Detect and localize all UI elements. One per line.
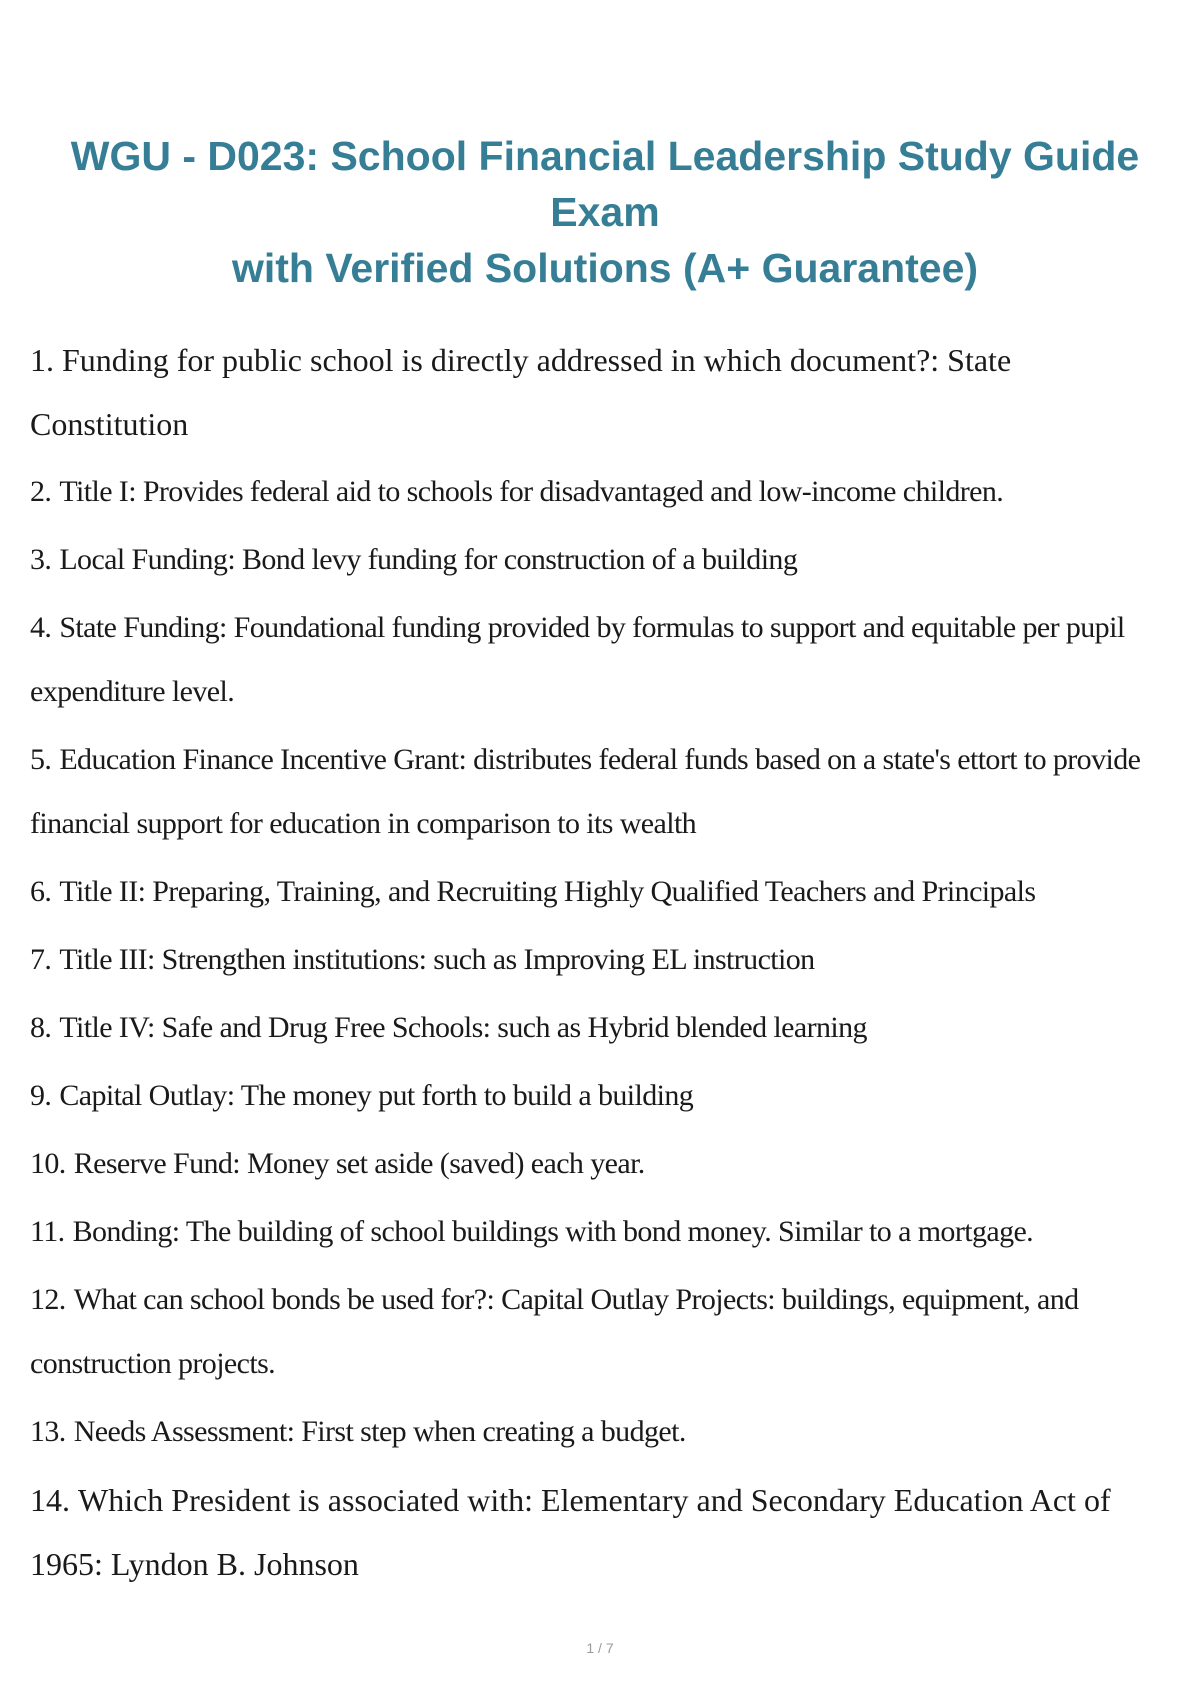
list-item [30, 1132, 1170, 1196]
item-number: 2. [30, 475, 52, 508]
item-text: Funding for public school is directly addressed in which document?: State Constitution [30, 342, 1012, 442]
item-number: 9. [30, 1079, 52, 1112]
list-item [30, 996, 1170, 1060]
item-text: Education Finance Incentive Grant: distributes federal funds based on a state's ettort to provide financial support for education in comparison to its wealth [30, 743, 1141, 840]
item-number: 10. [30, 1147, 66, 1180]
list-item [30, 328, 1170, 456]
list-item [30, 1200, 1170, 1264]
list-item [30, 728, 1170, 856]
title-line-1: WGU - D023: School Financial Leadership Study Guide Exam [70, 133, 1140, 235]
item-text: Local Funding: Bond levy funding for construction of a building [59, 543, 798, 576]
item-text: Capital Outlay: The money put forth to build a building [59, 1079, 694, 1112]
item-text: Which President is associated with: Elementary and Secondary Education Act of 1965: Lyndon B. Johnson [30, 1482, 1111, 1582]
item-number: 12. [30, 1283, 66, 1316]
list-item [30, 1064, 1170, 1128]
list-item [30, 596, 1170, 724]
item-number: 11. [30, 1215, 65, 1248]
question-list [30, 328, 1170, 1600]
title-line-2: with Verified Solutions (A+ Guarantee) [231, 245, 979, 291]
item-number: 3. [30, 543, 52, 576]
item-text: Title I: Provides federal aid to schools for disadvantaged and low-income children. [59, 475, 1004, 508]
item-number: 7. [30, 943, 52, 976]
item-text: State Funding: Foundational funding provided by formulas to support and equitable per pupil expenditure level. [30, 611, 1125, 708]
list-item [30, 928, 1170, 992]
item-number: 8. [30, 1011, 52, 1044]
item-text: Needs Assessment: First step when creating a budget. [73, 1415, 686, 1448]
item-text: Title IV: Safe and Drug Free Schools: such as Hybrid blended learning [59, 1011, 867, 1044]
item-number: 14. [30, 1482, 70, 1518]
item-number: 4. [30, 611, 52, 644]
list-item [30, 860, 1170, 924]
page-number: 1 / 7 [586, 1640, 614, 1656]
list-item [30, 1400, 1170, 1464]
item-number: 13. [30, 1415, 66, 1448]
item-text: Bonding: The building of school buildings with bond money. Similar to a mortgage. [72, 1215, 1034, 1248]
list-item [30, 460, 1170, 524]
item-text: Reserve Fund: Money set aside (saved) each year. [73, 1147, 645, 1180]
item-number: 5. [30, 743, 52, 776]
item-text: Title III: Strengthen institutions: such as Improving EL instruction [59, 943, 815, 976]
list-item [30, 1268, 1170, 1396]
item-text: What can school bonds be used for?: Capital Outlay Projects: buildings, equipment, and construction projects. [30, 1283, 1079, 1380]
document-title [20, 128, 1190, 296]
list-item [30, 528, 1170, 592]
item-text: Title II: Preparing, Training, and Recruiting Highly Qualified Teachers and Principals [59, 875, 1036, 908]
item-number: 1. [30, 342, 54, 378]
list-item [30, 1468, 1170, 1596]
item-number: 6. [30, 875, 52, 908]
